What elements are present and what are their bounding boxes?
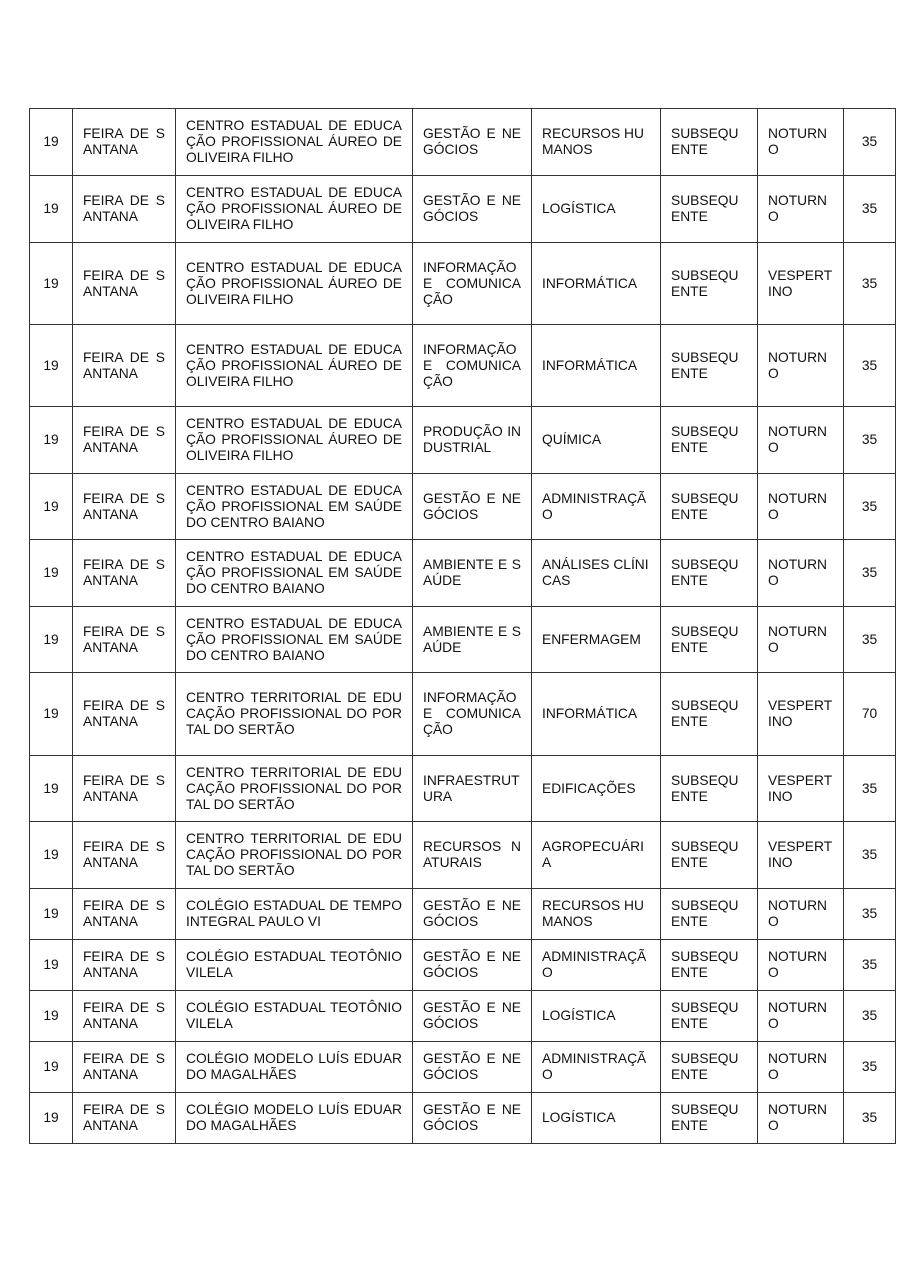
municipality-cell: FEIRA DE SANTANA [73,756,176,822]
table-row [30,607,896,673]
shift-cell: NOTURNO [758,109,844,176]
technological-axis-cell: INFORMAÇÃO E COMUNICAÇÃO [413,243,532,325]
course-cell: LOGÍSTICA [532,176,661,243]
shift-cell: NOTURNO [758,940,844,991]
school-cell: CENTRO ESTADUAL DE EDUCAÇÃO PROFISSIONAL ÁUREO DE OLIVEIRA FILHO [176,325,413,407]
vacancies-cell: 70 [844,673,896,756]
vacancies-cell: 35 [844,407,896,474]
table-row [30,474,896,540]
municipality-cell: FEIRA DE SANTANA [73,474,176,540]
nte-cell: 19 [30,243,73,325]
school-cell: CENTRO TERRITORIAL DE EDUCAÇÃO PROFISSIONAL DO PORTAL DO SERTÃO [176,822,413,889]
course-cell: RECURSOS HUMANOS [532,889,661,940]
offer-form-cell: SUBSEQUENTE [661,407,758,474]
vacancies-cell: 35 [844,756,896,822]
municipality-cell: FEIRA DE SANTANA [73,243,176,325]
shift-cell: NOTURNO [758,1042,844,1093]
shift-cell: NOTURNO [758,407,844,474]
school-cell: CENTRO ESTADUAL DE EDUCAÇÃO PROFISSIONAL ÁUREO DE OLIVEIRA FILHO [176,109,413,176]
nte-cell: 19 [30,673,73,756]
vacancies-cell: 35 [844,940,896,991]
nte-cell: 19 [30,109,73,176]
offer-form-cell: SUBSEQUENTE [661,540,758,607]
table-row [30,940,896,991]
vacancies-cell: 35 [844,325,896,407]
course-cell: EDIFICAÇÕES [532,756,661,822]
course-cell: ADMINISTRAÇÃO [532,474,661,540]
shift-cell: VESPERTINO [758,673,844,756]
shift-cell: VESPERTINO [758,822,844,889]
municipality-cell: FEIRA DE SANTANA [73,822,176,889]
table-row [30,822,896,889]
shift-cell: VESPERTINO [758,243,844,325]
course-cell: INFORMÁTICA [532,243,661,325]
offer-form-cell: SUBSEQUENTE [661,673,758,756]
school-cell: CENTRO ESTADUAL DE EDUCAÇÃO PROFISSIONAL EM SAÚDE DO CENTRO BAIANO [176,474,413,540]
technological-axis-cell: GESTÃO E NEGÓCIOS [413,1093,532,1144]
nte-cell: 19 [30,756,73,822]
table-row [30,889,896,940]
shift-cell: NOTURNO [758,474,844,540]
school-cell: CENTRO ESTADUAL DE EDUCAÇÃO PROFISSIONAL ÁUREO DE OLIVEIRA FILHO [176,176,413,243]
offer-form-cell: SUBSEQUENTE [661,176,758,243]
course-cell: LOGÍSTICA [532,1093,661,1144]
course-cell: ENFERMAGEM [532,607,661,673]
nte-cell: 19 [30,474,73,540]
offer-form-cell: SUBSEQUENTE [661,756,758,822]
municipality-cell: FEIRA DE SANTANA [73,991,176,1042]
table-row [30,407,896,474]
course-cell: QUÍMICA [532,407,661,474]
school-cell: CENTRO TERRITORIAL DE EDUCAÇÃO PROFISSIONAL DO PORTAL DO SERTÃO [176,673,413,756]
table-row [30,243,896,325]
shift-cell: NOTURNO [758,889,844,940]
offer-form-cell: SUBSEQUENTE [661,940,758,991]
course-cell: ANÁLISES CLÍNICAS [532,540,661,607]
technological-axis-cell: GESTÃO E NEGÓCIOS [413,889,532,940]
nte-cell: 19 [30,1042,73,1093]
table-body [30,109,896,1144]
course-cell: LOGÍSTICA [532,991,661,1042]
vacancies-cell: 35 [844,474,896,540]
vacancies-cell: 35 [844,889,896,940]
table-row [30,756,896,822]
school-cell: CENTRO ESTADUAL DE EDUCAÇÃO PROFISSIONAL EM SAÚDE DO CENTRO BAIANO [176,607,413,673]
shift-cell: VESPERTINO [758,756,844,822]
vacancies-cell: 35 [844,1042,896,1093]
course-cell: INFORMÁTICA [532,673,661,756]
nte-cell: 19 [30,325,73,407]
technological-axis-cell: RECURSOS NATURAIS [413,822,532,889]
table-row [30,1093,896,1144]
course-cell: AGROPECUÁRIA [532,822,661,889]
school-cell: COLÉGIO ESTADUAL DE TEMPO INTEGRAL PAULO VI [176,889,413,940]
nte-cell: 19 [30,176,73,243]
municipality-cell: FEIRA DE SANTANA [73,540,176,607]
nte-cell: 19 [30,991,73,1042]
technological-axis-cell: GESTÃO E NEGÓCIOS [413,1042,532,1093]
municipality-cell: FEIRA DE SANTANA [73,889,176,940]
shift-cell: NOTURNO [758,540,844,607]
school-cell: COLÉGIO MODELO LUÍS EDUARDO MAGALHÃES [176,1042,413,1093]
offer-form-cell: SUBSEQUENTE [661,474,758,540]
table-row [30,109,896,176]
vacancies-cell: 35 [844,1093,896,1144]
nte-cell: 19 [30,540,73,607]
table-row [30,325,896,407]
offer-form-cell: SUBSEQUENTE [661,325,758,407]
vacancies-cell: 35 [844,109,896,176]
course-cell: RECURSOS HUMANOS [532,109,661,176]
course-cell: ADMINISTRAÇÃO [532,940,661,991]
municipality-cell: FEIRA DE SANTANA [73,607,176,673]
nte-cell: 19 [30,1093,73,1144]
shift-cell: NOTURNO [758,607,844,673]
vacancies-cell: 35 [844,607,896,673]
school-cell: COLÉGIO MODELO LUÍS EDUARDO MAGALHÃES [176,1093,413,1144]
table-row [30,540,896,607]
technological-axis-cell: AMBIENTE E SAÚDE [413,607,532,673]
school-cell: CENTRO TERRITORIAL DE EDUCAÇÃO PROFISSIONAL DO PORTAL DO SERTÃO [176,756,413,822]
technological-axis-cell: INFORMAÇÃO E COMUNICAÇÃO [413,325,532,407]
offer-form-cell: SUBSEQUENTE [661,607,758,673]
technological-axis-cell: PRODUÇÃO INDUSTRIAL [413,407,532,474]
technological-axis-cell: GESTÃO E NEGÓCIOS [413,176,532,243]
technological-axis-cell: GESTÃO E NEGÓCIOS [413,109,532,176]
course-offer-table [29,108,896,1144]
vacancies-cell: 35 [844,176,896,243]
school-cell: COLÉGIO ESTADUAL TEOTÔNIO VILELA [176,940,413,991]
technological-axis-cell: INFRAESTRUTURA [413,756,532,822]
course-cell: INFORMÁTICA [532,325,661,407]
offer-form-cell: SUBSEQUENTE [661,889,758,940]
table-row [30,176,896,243]
vacancies-cell: 35 [844,243,896,325]
vacancies-cell: 35 [844,540,896,607]
school-cell: COLÉGIO ESTADUAL TEOTÔNIO VILELA [176,991,413,1042]
municipality-cell: FEIRA DE SANTANA [73,1093,176,1144]
table-row [30,673,896,756]
offer-form-cell: SUBSEQUENTE [661,243,758,325]
vacancies-cell: 35 [844,991,896,1042]
school-cell: CENTRO ESTADUAL DE EDUCAÇÃO PROFISSIONAL ÁUREO DE OLIVEIRA FILHO [176,407,413,474]
technological-axis-cell: INFORMAÇÃO E COMUNICAÇÃO [413,673,532,756]
offer-form-cell: SUBSEQUENTE [661,822,758,889]
table-row [30,1042,896,1093]
shift-cell: NOTURNO [758,176,844,243]
nte-cell: 19 [30,822,73,889]
vacancies-cell: 35 [844,822,896,889]
technological-axis-cell: GESTÃO E NEGÓCIOS [413,940,532,991]
offer-form-cell: SUBSEQUENTE [661,1093,758,1144]
technological-axis-cell: GESTÃO E NEGÓCIOS [413,474,532,540]
school-cell: CENTRO ESTADUAL DE EDUCAÇÃO PROFISSIONAL EM SAÚDE DO CENTRO BAIANO [176,540,413,607]
municipality-cell: FEIRA DE SANTANA [73,176,176,243]
technological-axis-cell: GESTÃO E NEGÓCIOS [413,991,532,1042]
shift-cell: NOTURNO [758,325,844,407]
technological-axis-cell: AMBIENTE E SAÚDE [413,540,532,607]
nte-cell: 19 [30,607,73,673]
municipality-cell: FEIRA DE SANTANA [73,407,176,474]
shift-cell: NOTURNO [758,1093,844,1144]
municipality-cell: FEIRA DE SANTANA [73,109,176,176]
offer-form-cell: SUBSEQUENTE [661,109,758,176]
table-row [30,991,896,1042]
nte-cell: 19 [30,940,73,991]
nte-cell: 19 [30,407,73,474]
nte-cell: 19 [30,889,73,940]
municipality-cell: FEIRA DE SANTANA [73,673,176,756]
offer-form-cell: SUBSEQUENTE [661,1042,758,1093]
shift-cell: NOTURNO [758,991,844,1042]
school-cell: CENTRO ESTADUAL DE EDUCAÇÃO PROFISSIONAL ÁUREO DE OLIVEIRA FILHO [176,243,413,325]
course-cell: ADMINISTRAÇÃO [532,1042,661,1093]
municipality-cell: FEIRA DE SANTANA [73,1042,176,1093]
municipality-cell: FEIRA DE SANTANA [73,940,176,991]
offer-form-cell: SUBSEQUENTE [661,991,758,1042]
municipality-cell: FEIRA DE SANTANA [73,325,176,407]
